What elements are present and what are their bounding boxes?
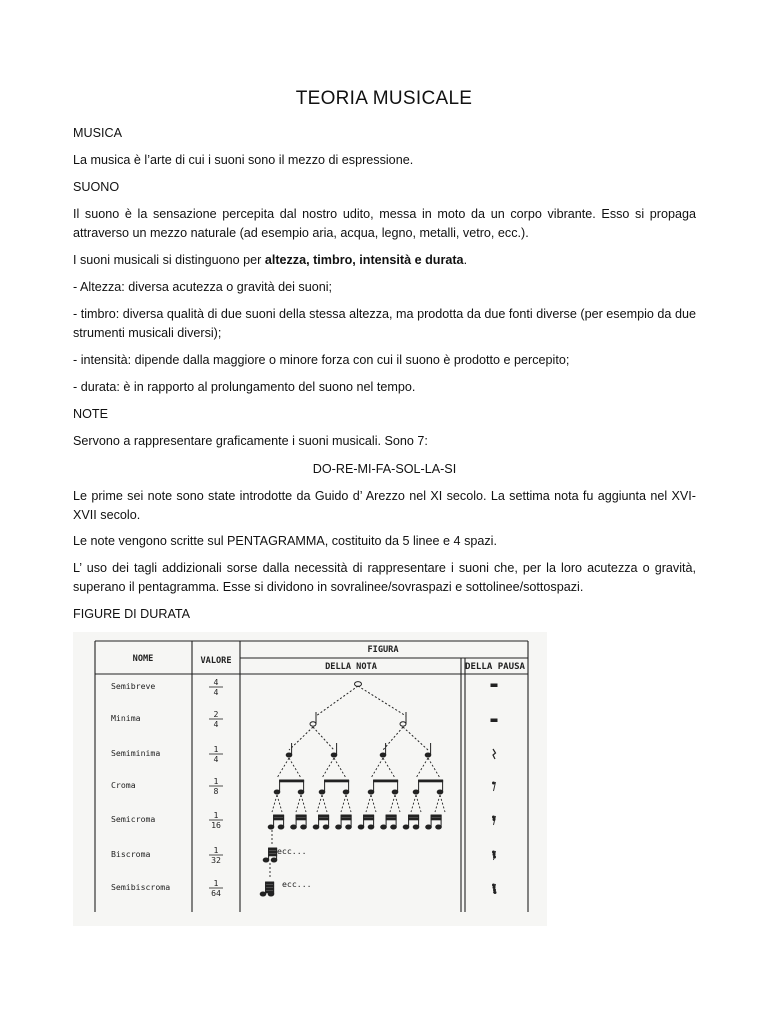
row-name: Croma (111, 780, 136, 790)
tree-branch (346, 795, 351, 812)
row-value-denominator: 32 (211, 855, 221, 865)
note-head (298, 790, 304, 794)
note-head (368, 790, 374, 794)
tree-branch (435, 795, 440, 812)
tree-branch (317, 795, 322, 812)
note-beam (431, 815, 441, 817)
tree-branch (366, 795, 371, 812)
minima-note-2 (400, 722, 406, 726)
rest-symbol (493, 782, 496, 791)
paragraph-tagli: L’ uso dei tagli addizionali sorse dalla necessità di rappresentare i suoni che, per la loro acutezza o gravità, superano il pentagramma. Esse si dividono in sovralinee/sovraspazi e sottolinee/sottospazi. (73, 561, 696, 594)
note-head (268, 825, 274, 829)
rest-symbol (491, 719, 497, 722)
row-value-numerator: 1 (213, 776, 219, 786)
note-glyphs (260, 743, 445, 896)
list-item-durata: - durata: è in rapporto al prolungamento del suono nel tempo. (73, 380, 416, 394)
row-value-denominator: 64 (211, 888, 221, 898)
rest-symbol (491, 684, 497, 687)
paragraph-musica: La musica è l’arte di cui i suoni sono il mezzo di espressione. (73, 153, 414, 167)
row-name: Biscroma (111, 849, 151, 859)
rest-symbol (493, 749, 496, 759)
note-beam (269, 854, 277, 856)
note-head (391, 825, 397, 829)
tree-branch (341, 795, 346, 812)
note-head (278, 825, 284, 829)
header-figura: FIGURA (367, 645, 399, 655)
header-nome: NOME (132, 654, 154, 664)
note-head (274, 790, 280, 794)
note-beam (364, 815, 374, 817)
note-beam (280, 780, 304, 782)
row-name: Semiminima (111, 748, 161, 758)
tree-branch (289, 758, 301, 778)
rest-symbol (493, 816, 496, 825)
note-beam (319, 818, 329, 820)
note-beam (325, 780, 349, 782)
tree-branch (390, 795, 395, 812)
note-names: DO-RE-MI-FA-SOL-LA-SI (312, 462, 457, 476)
heading-musica: MUSICA (73, 126, 122, 140)
note-beam (269, 848, 277, 850)
tree-branch (428, 758, 440, 778)
row-value-denominator: 4 (213, 754, 219, 764)
row-name: Semicroma (111, 814, 156, 824)
note-beam (269, 851, 277, 853)
note-head (346, 825, 352, 829)
table-grid (95, 641, 528, 912)
note-tree (289, 682, 428, 750)
header-della-nota: DELLA NOTA (325, 662, 377, 672)
note-head (323, 825, 329, 829)
note-head (286, 753, 292, 757)
note-head (319, 790, 325, 794)
paragraph-guido: Le prime sei note sono state introdotte da Guido d’ Arezzo nel XI secolo. La settima nota fu aggiunta nel XVI-XVII secolo. (73, 489, 696, 522)
tree-branch (411, 795, 416, 812)
note-head (413, 825, 419, 829)
row-value-numerator: 2 (213, 709, 219, 719)
row-value-numerator: 1 (213, 744, 219, 754)
note-beam (274, 815, 284, 817)
note-head (343, 790, 349, 794)
heading-figure-durata: FIGURE DI DURATA (73, 607, 191, 621)
tree-branch (296, 795, 301, 812)
row-value-denominator: 4 (213, 687, 219, 697)
note-head (260, 892, 266, 896)
tree-branch (416, 795, 421, 812)
note-beam (266, 885, 274, 887)
note-head (291, 825, 297, 829)
row-value-numerator: 1 (213, 810, 219, 820)
header-della-pausa: DELLA PAUSA (465, 662, 526, 672)
semibreve-note (355, 682, 362, 687)
note-head (426, 825, 432, 829)
note-head (313, 825, 319, 829)
note-beam (364, 818, 374, 820)
note-beam (341, 815, 351, 817)
note-beam (386, 815, 396, 817)
header-valore: VALORE (200, 656, 232, 666)
note-head (392, 790, 398, 794)
tree-branch (322, 795, 327, 812)
rest-symbol (493, 884, 497, 894)
list-item-altezza: - Altezza: diversa acutezza o gravità dei suoni; (73, 280, 333, 294)
row-name: Semibiscroma (111, 882, 171, 892)
note-beam (386, 818, 396, 820)
tree-branch (416, 758, 428, 778)
note-head (358, 825, 364, 829)
note-head (437, 790, 443, 794)
list-item-timbro: - timbro: diversa qualità di due suoni della stessa altezza, ma prodotta da due fonti diverse (per esempio da due strumenti musicali diversi); (73, 307, 696, 340)
tree-branch (272, 795, 277, 812)
heading-note: NOTE (73, 407, 108, 421)
note-beam (266, 891, 274, 893)
tree-branch (371, 795, 376, 812)
tree-branch (383, 758, 395, 778)
ecc-semibiscroma: ecc... (282, 879, 312, 889)
note-beam (319, 815, 329, 817)
tree-branch (334, 758, 346, 778)
page-title: TEORIA MUSICALE (295, 88, 473, 109)
note-head (263, 858, 269, 862)
tree-branch (277, 795, 282, 812)
note-beam (431, 818, 441, 820)
note-beam (274, 818, 284, 820)
tree-branch (395, 795, 400, 812)
paragraph-suono: Il suono è la sensazione percepita dal nostro udito, messa in moto da un corpo vibrante. Esso si propaga attraverso un mezzo naturale (ad esempio aria, acqua, legno, metalli, vetro, ecc.). (73, 207, 696, 240)
row-name: Minima (111, 713, 141, 723)
rest-symbol (493, 851, 496, 860)
tree-branch (277, 758, 289, 778)
row-value-numerator: 1 (213, 845, 219, 855)
note-head (368, 825, 374, 829)
note-beam (266, 888, 274, 890)
note-beam (374, 780, 398, 782)
list-item-intensita: - intensità: dipende dalla maggiore o minore forza con cui il suono è prodotto e percepito; (73, 353, 570, 367)
paragraph-pentagramma: Le note vengono scritte sul PENTAGRAMMA, costituito da 5 linee e 4 spazi. (73, 534, 497, 548)
note-beam (296, 818, 306, 820)
duration-figures-table (73, 632, 547, 926)
note-beam (409, 818, 419, 820)
tree-branch (301, 795, 306, 812)
note-head (436, 825, 442, 829)
note-beam (419, 780, 443, 782)
note-beam (296, 815, 306, 817)
note-head (336, 825, 342, 829)
row-value-numerator: 1 (213, 878, 219, 888)
ecc-biscroma: ecc... (277, 846, 307, 856)
note-head (425, 753, 431, 757)
paragraph-note: Servono a rappresentare graficamente i suoni musicali. Sono 7: (73, 434, 428, 448)
row-value-denominator: 16 (211, 820, 221, 830)
note-beam (266, 882, 274, 884)
minima-note-1 (310, 722, 316, 726)
note-beam (341, 818, 351, 820)
note-head (413, 790, 419, 794)
paragraph-distinguono: I suoni musicali si distinguono per altezza, timbro, intensità e durata. (73, 253, 468, 267)
note-head (380, 753, 386, 757)
tree-branch (440, 795, 445, 812)
heading-suono: SUONO (73, 180, 120, 194)
note-beam (409, 815, 419, 817)
note-head (301, 825, 307, 829)
tree-branch (371, 758, 383, 778)
note-head (271, 858, 277, 862)
note-head (381, 825, 387, 829)
row-value-denominator: 4 (213, 719, 219, 729)
tree-branch (322, 758, 334, 778)
row-value-numerator: 4 (213, 677, 219, 687)
row-name: Semibreve (111, 681, 156, 691)
note-head (331, 753, 337, 757)
row-value-denominator: 8 (213, 786, 219, 796)
note-head (403, 825, 409, 829)
